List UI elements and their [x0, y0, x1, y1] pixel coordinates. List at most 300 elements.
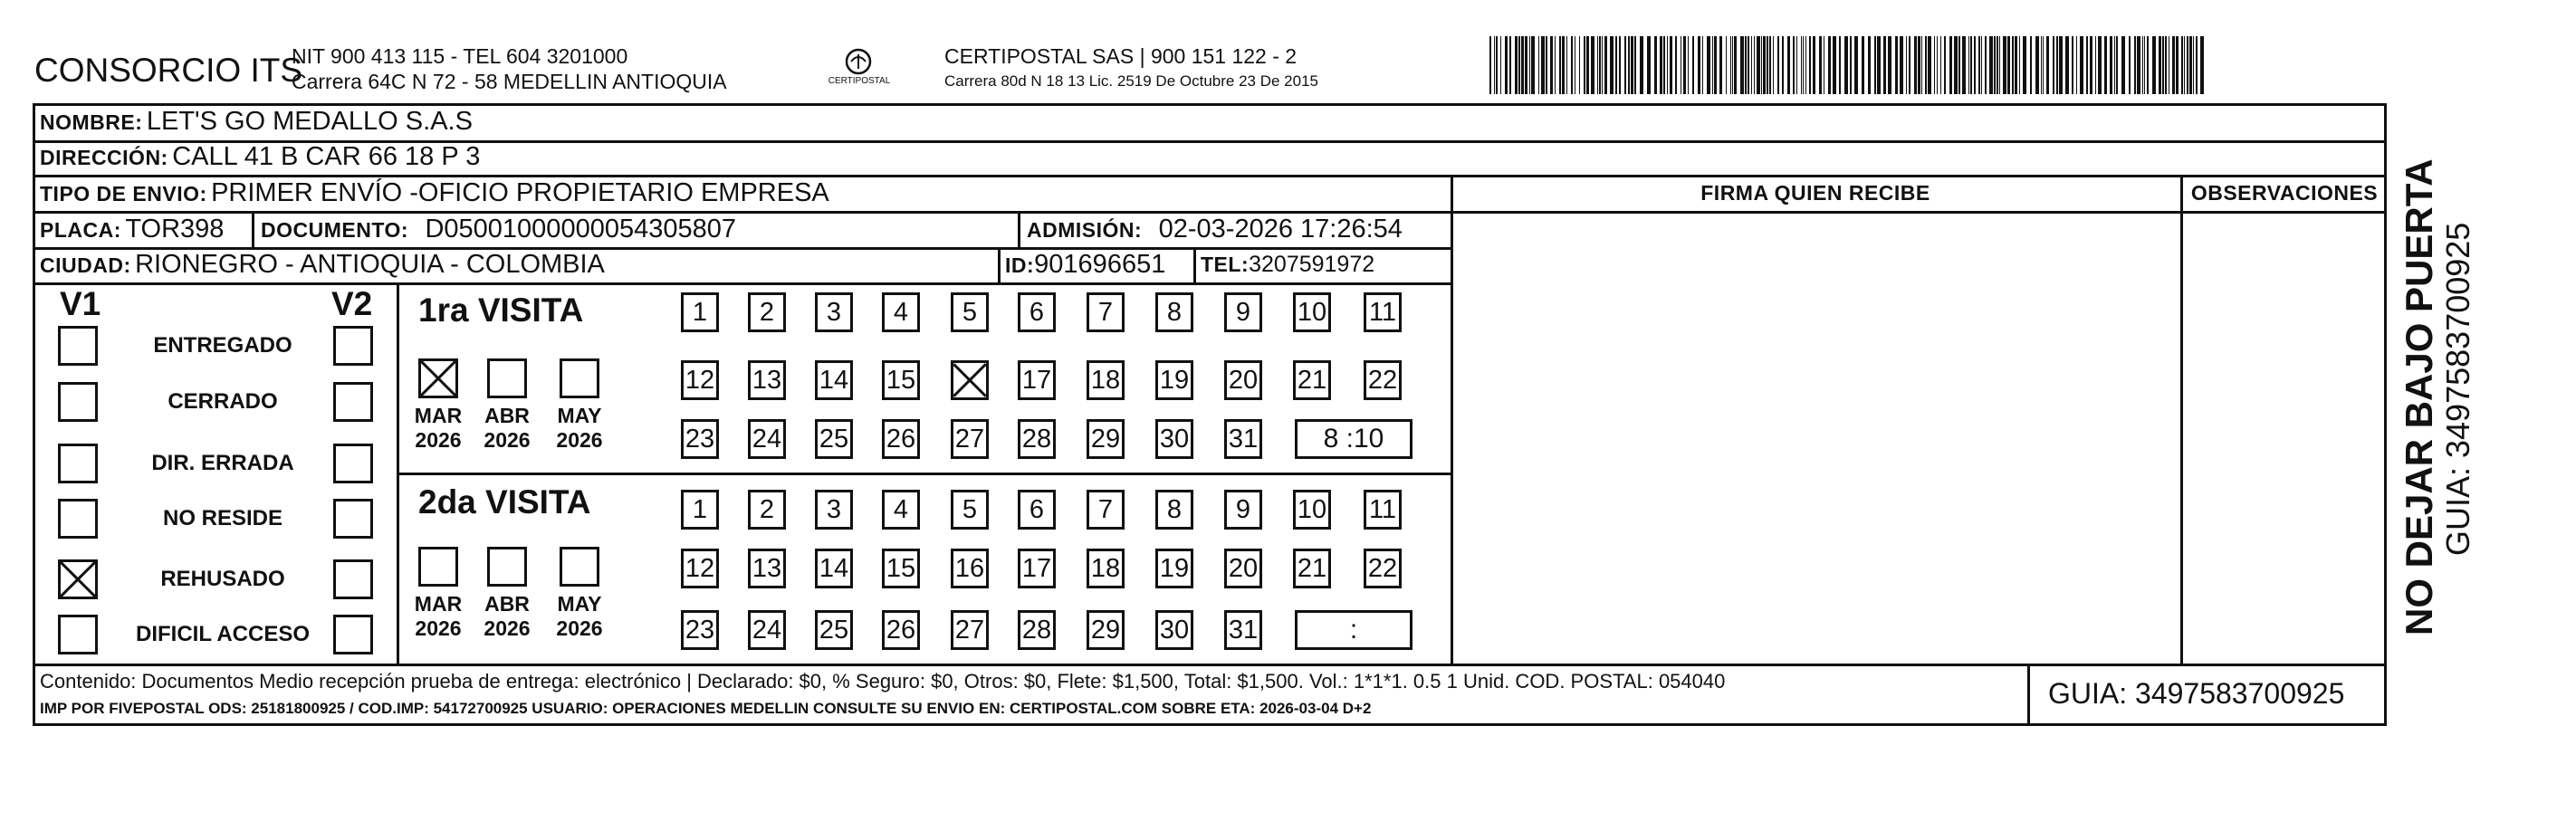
tel-value: 3207591972: [1249, 252, 1375, 277]
barcode-bar: [1787, 36, 1790, 94]
logo-caption: CERTIPOSTAL: [828, 76, 891, 86]
barcode-bar: [1683, 36, 1686, 94]
divider: [397, 473, 1451, 475]
day-box[interactable]: 24: [748, 419, 786, 459]
barcode-bar: [1640, 36, 1643, 94]
barcode-bar: [1584, 36, 1585, 94]
barcode-bar: [1631, 36, 1633, 94]
admision-field: [1027, 215, 1403, 244]
barcode-bar: [2059, 36, 2063, 94]
month-year: 2026: [484, 616, 531, 640]
company-info-line1: NIT 900 413 115 - TEL 604 3201000: [292, 44, 628, 68]
day-box[interactable]: 4: [882, 292, 920, 332]
barcode-bar: [1937, 36, 1938, 94]
barcode-bar: [1628, 36, 1630, 94]
firma-header: FIRMA QUIEN RECIBE: [1700, 181, 1930, 205]
v1-checkbox[interactable]: [58, 444, 98, 483]
v2-checkbox[interactable]: [333, 444, 373, 483]
day-box[interactable]: 8: [1155, 490, 1193, 530]
day-box[interactable]: 12: [681, 549, 719, 588]
barcode-bar: [2003, 36, 2006, 94]
barcode-bar: [1489, 36, 1491, 94]
barcode-bar: [1550, 36, 1553, 94]
barcode-bar: [1793, 36, 1795, 94]
barcode-bar: [1634, 36, 1636, 94]
tel-field: [1201, 252, 1374, 278]
barcode-bar: [2152, 36, 2156, 94]
barcode-bar: [1518, 36, 1520, 94]
footer-imp: IMP POR FIVEPOSTAL ODS: 25181800925 / COD.IMP: 54172700925 USUARIO: OPERACIONES MEDELLIN CONSULTE SU ENVIO EN: CERTIPOSTAL.COM SOBRE ETA: 2026-03-04 D+2: [40, 700, 1372, 717]
divider: [1193, 247, 1196, 282]
barcode-bar: [1862, 36, 1864, 94]
day-box[interactable]: 20: [1224, 549, 1262, 588]
status-label: NO RESIDE: [162, 506, 283, 530]
day-box[interactable]: 27: [951, 610, 989, 650]
barcode-bar: [2165, 36, 2167, 94]
v1-checkbox[interactable]: [58, 326, 98, 366]
month-year: 2026: [484, 428, 531, 452]
ciudad-label: CIUDAD:: [40, 253, 131, 277]
barcode-bar: [2114, 36, 2115, 94]
barcode-bar: [1883, 36, 1886, 94]
status-label: DIR. ERRADA: [151, 451, 294, 475]
month-label: [550, 592, 609, 641]
id-label: ID:: [1005, 253, 1035, 277]
barcode-bar: [1566, 36, 1567, 94]
day-box[interactable]: 15: [882, 549, 920, 588]
day-box[interactable]: 14: [815, 549, 853, 588]
month-year: 2026: [556, 616, 603, 640]
tipo-envio-value: PRIMER ENVÍO -OFICIO PROPIETARIO EMPRESA: [211, 178, 829, 207]
barcode-bar: [1559, 36, 1561, 94]
v2-label: V2: [331, 285, 373, 322]
day-box[interactable]: 14: [815, 360, 853, 400]
direccion-row: [40, 142, 480, 172]
barcode-bar: [2129, 36, 2131, 94]
barcode-bar: [1844, 36, 1848, 94]
day-box[interactable]: 3: [815, 292, 853, 332]
barcode-bar: [1914, 36, 1917, 94]
barcode-bar: [1782, 36, 1784, 94]
barcode-bar: [1714, 36, 1717, 94]
barcode-bar: [1944, 36, 1946, 94]
barcode-bar: [1925, 36, 1927, 94]
day-box[interactable]: 6: [1018, 490, 1056, 530]
barcode-bar: [2142, 36, 2143, 94]
barcode-bar: [1571, 36, 1573, 94]
day-box[interactable]: 21: [1293, 360, 1331, 400]
barcode-bar: [1895, 36, 1898, 94]
divider: [33, 211, 1451, 214]
barcode-bar: [1541, 36, 1545, 94]
day-box[interactable]: 8: [1155, 292, 1193, 332]
certipostal-logo-icon: [831, 43, 886, 94]
courier-info-line1: CERTIPOSTAL SAS | 900 151 122 - 2: [944, 44, 1298, 68]
barcode-bar: [1751, 36, 1752, 94]
day-box[interactable]: 23: [681, 419, 719, 459]
barcode-bar: [2046, 36, 2049, 94]
month-name: ABR: [484, 404, 530, 427]
id-field: [1005, 250, 1165, 280]
month-name: MAR: [414, 404, 463, 427]
barcode-bar: [2023, 36, 2026, 94]
divider: [252, 211, 254, 247]
divider: [2180, 175, 2183, 664]
barcode-bar: [1958, 36, 1960, 94]
placa-value: TOR398: [125, 215, 225, 244]
barcode-bar: [2181, 36, 2183, 94]
barcode-bar: [1970, 36, 1972, 94]
barcode-bar: [1734, 36, 1737, 94]
barcode-bar: [1562, 36, 1565, 94]
barcode-bar: [2095, 36, 2096, 94]
day-box[interactable]: 11: [1364, 490, 1402, 530]
barcode-bar: [2012, 36, 2014, 94]
day-box[interactable]: 21: [1293, 549, 1331, 588]
barcode-bar: [1726, 36, 1727, 94]
barcode-bar: [2041, 36, 2042, 94]
barcode-bar: [1813, 36, 1815, 94]
month-year: 2026: [556, 428, 603, 452]
day-box[interactable]: 1: [681, 292, 719, 332]
barcode-bar: [2015, 36, 2017, 94]
certipostal-logo: [828, 43, 891, 94]
side-warning: NO DEJAR BAJO PUERTA: [2398, 158, 2440, 635]
visit2-time[interactable]: :: [1295, 610, 1412, 650]
status-label: REHUSADO: [160, 567, 285, 591]
barcode-bar: [1529, 36, 1530, 94]
day-box[interactable]: 25: [815, 610, 853, 650]
month-label: [477, 404, 537, 453]
barcode-bar: [1906, 36, 1907, 94]
barcode-bar: [1521, 36, 1524, 94]
day-box[interactable]: 11: [1364, 292, 1402, 332]
day-box[interactable]: 18: [1087, 549, 1125, 588]
barcode-bar: [1509, 36, 1511, 94]
v1-checkbox[interactable]: [58, 559, 98, 599]
month-label: [550, 404, 609, 453]
v1-label: V1: [60, 285, 101, 322]
barcode-bar: [1500, 36, 1501, 94]
barcode-bar: [1921, 36, 1922, 94]
barcode-bar: [2187, 36, 2188, 94]
barcode-bar: [1796, 36, 1797, 94]
side-guia: GUIA: 3497583700925: [2439, 222, 2476, 556]
barcode-bar: [1546, 36, 1547, 94]
barcode-bar: [1763, 36, 1766, 94]
barcode-bar: [1619, 36, 1621, 94]
tipo-envio-row: [40, 178, 829, 208]
barcode-bar: [1754, 36, 1755, 94]
company-name: CONSORCIO ITS: [34, 52, 303, 89]
barcode-bar: [1819, 36, 1822, 94]
placa-field: [40, 215, 224, 244]
day-box[interactable]: 26: [882, 419, 920, 459]
divider: [33, 664, 2387, 666]
tel-label: TEL:: [1201, 253, 1250, 276]
month-label: [477, 592, 537, 641]
barcode-bar: [2035, 36, 2039, 94]
month-name: MAR: [414, 592, 463, 616]
barcode-bar: [1777, 36, 1779, 94]
barcode-bar: [1949, 36, 1952, 94]
v2-checkbox[interactable]: [333, 615, 373, 654]
month-checkbox[interactable]: [418, 547, 458, 587]
barcode-bar: [1667, 36, 1668, 94]
tipo-envio-label: TIPO DE ENVIO:: [40, 182, 207, 205]
courier-info-line2: Carrera 80d N 18 13 Lic. 2519 De Octubre 23 De 2015: [944, 72, 1318, 90]
barcode-bar: [2172, 36, 2175, 94]
barcode-bar: [2134, 36, 2136, 94]
month-label: [408, 592, 468, 641]
barcode-bar: [1579, 36, 1580, 94]
barcode-bar: [2147, 36, 2149, 94]
month-year: 2026: [415, 616, 462, 640]
month-name: MAY: [557, 592, 602, 616]
day-box[interactable]: 4: [882, 490, 920, 530]
day-box[interactable]: [951, 360, 989, 400]
visit2-title: 2da VISITA: [418, 483, 591, 521]
divider: [998, 247, 1001, 282]
month-checkbox[interactable]: [560, 358, 599, 398]
direccion-label: DIRECCIÓN:: [40, 146, 168, 169]
barcode-bar: [1660, 36, 1662, 94]
barcode-bar: [1888, 36, 1891, 94]
barcode-bar: [2007, 36, 2010, 94]
day-box[interactable]: 9: [1224, 490, 1262, 530]
v2-checkbox[interactable]: [333, 499, 373, 539]
barcode-bar: [1757, 36, 1760, 94]
status-label: CERRADO: [168, 389, 278, 414]
day-box[interactable]: 31: [1224, 610, 1262, 650]
barcode-bar: [1654, 36, 1657, 94]
barcode-bar: [2137, 36, 2140, 94]
divider: [33, 282, 1451, 285]
month-label: [408, 404, 468, 453]
barcode-bar: [1978, 36, 1980, 94]
ciudad-value: RIONEGRO - ANTIOQUIA - COLOMBIA: [135, 250, 605, 279]
barcode-bar: [1850, 36, 1852, 94]
day-box[interactable]: 13: [748, 360, 786, 400]
barcode-bar: [1868, 36, 1871, 94]
barcode-graphic: [1489, 36, 2205, 94]
barcode-bar: [2110, 36, 2112, 94]
day-box[interactable]: 3: [815, 490, 853, 530]
nombre-label: NOMBRE:: [40, 110, 143, 134]
day-box[interactable]: 2: [748, 292, 786, 332]
barcode-bar: [1767, 36, 1768, 94]
day-box[interactable]: 9: [1224, 292, 1262, 332]
barcode-bar: [1525, 36, 1527, 94]
barcode-bar: [1934, 36, 1935, 94]
barcode-bar: [1586, 36, 1589, 94]
month-name: ABR: [484, 592, 530, 616]
barcode-bar: [1496, 36, 1498, 94]
barcode-bar: [1719, 36, 1722, 94]
day-box[interactable]: 30: [1155, 610, 1193, 650]
day-box[interactable]: 7: [1087, 490, 1125, 530]
documento-field: [261, 215, 736, 244]
day-box[interactable]: 27: [951, 419, 989, 459]
barcode-bar: [1531, 36, 1535, 94]
day-box[interactable]: 2: [748, 490, 786, 530]
barcode-bar: [1854, 36, 1858, 94]
barcode-bar: [1740, 36, 1744, 94]
day-box[interactable]: 29: [1087, 419, 1125, 459]
barcode-bar: [1773, 36, 1774, 94]
barcode-bar: [1999, 36, 2000, 94]
barcode-bar: [1692, 36, 1694, 94]
documento-label: DOCUMENTO:: [261, 218, 409, 242]
day-box[interactable]: 1: [681, 490, 719, 530]
day-box[interactable]: 31: [1224, 419, 1262, 459]
barcode-bar: [2086, 36, 2088, 94]
barcode-bar: [2193, 36, 2194, 94]
barcode-bar: [1954, 36, 1958, 94]
company-info-line2: Carrera 64C N 72 - 58 MEDELLIN ANTIOQUIA: [292, 70, 727, 93]
barcode-bar: [2159, 36, 2161, 94]
day-box[interactable]: 26: [882, 610, 920, 650]
day-box[interactable]: 12: [681, 360, 719, 400]
day-box[interactable]: 20: [1224, 360, 1262, 400]
day-box[interactable]: 13: [748, 549, 786, 588]
footer-contenido: Contenido: Documentos Medio recepción prueba de entrega: electrónico | Declarado: $0, % Seguro: $0, Otros: $0, Flete: $1,500, Total: $1,500. Vol.: 1*1*1. 0.5 1 Unid. COD. POSTAL: 054040: [40, 670, 1726, 692]
barcode-bar: [1732, 36, 1733, 94]
barcode-bar: [2200, 36, 2204, 94]
day-box[interactable]: 30: [1155, 419, 1193, 459]
barcode-bar: [2080, 36, 2083, 94]
barcode-bar: [1591, 36, 1594, 94]
barcode-bar: [1712, 36, 1713, 94]
barcode-bar: [1985, 36, 1987, 94]
day-box[interactable]: 7: [1087, 292, 1125, 332]
divider: [1451, 175, 1453, 664]
barcode-bar: [1730, 36, 1731, 94]
month-checkbox[interactable]: [487, 547, 527, 587]
barcode-bar: [1604, 36, 1607, 94]
day-box[interactable]: 19: [1155, 360, 1193, 400]
day-box[interactable]: 25: [815, 419, 853, 459]
barcode-bar: [2076, 36, 2077, 94]
v2-checkbox[interactable]: [333, 559, 373, 599]
documento-value: D05001000000054305807: [425, 215, 736, 244]
barcode-bar: [2196, 36, 2198, 94]
day-box[interactable]: 17: [1018, 549, 1056, 588]
barcode-bar: [2043, 36, 2044, 94]
day-box[interactable]: 5: [951, 292, 989, 332]
day-box[interactable]: 5: [951, 490, 989, 530]
divider: [1451, 211, 2387, 214]
id-value: 901696651: [1034, 250, 1166, 279]
month-checkbox[interactable]: [560, 547, 599, 587]
barcode-bar: [1909, 36, 1910, 94]
month-name: MAY: [557, 404, 602, 427]
day-box[interactable]: 15: [882, 360, 920, 400]
barcode-bar: [2072, 36, 2073, 94]
barcode-bar: [2030, 36, 2032, 94]
day-box[interactable]: 18: [1087, 360, 1125, 400]
admision-value: 02-03-2026 17:26:54: [1158, 215, 1403, 244]
barcode-bar: [1928, 36, 1931, 94]
direccion-value: CALL 41 B CAR 66 18 P 3: [172, 142, 481, 171]
day-box[interactable]: 28: [1018, 610, 1056, 650]
day-box[interactable]: 24: [748, 610, 786, 650]
barcode-bar: [1940, 36, 1941, 94]
month-checkbox[interactable]: [487, 358, 527, 398]
status-label: DIFICIL ACCESO: [135, 622, 310, 646]
visit1-time[interactable]: 8 :10: [1295, 419, 1412, 459]
barcode-bar: [2189, 36, 2192, 94]
day-box[interactable]: 19: [1155, 549, 1193, 588]
barcode-bar: [1962, 36, 1966, 94]
divider: [397, 282, 399, 664]
barcode: [1489, 36, 2205, 94]
barcode-bar: [1997, 36, 1998, 94]
footer-guia: GUIA: 3497583700925: [2048, 677, 2345, 710]
day-box[interactable]: 17: [1018, 360, 1056, 400]
ciudad-field: [40, 250, 605, 280]
barcode-bar: [1805, 36, 1806, 94]
day-box[interactable]: 29: [1087, 610, 1125, 650]
barcode-bar: [1538, 36, 1539, 94]
barcode-bar: [2121, 36, 2125, 94]
v1-checkbox[interactable]: [58, 499, 98, 539]
v2-checkbox[interactable]: [333, 326, 373, 366]
v1-checkbox[interactable]: [58, 382, 98, 422]
barcode-bar: [1801, 36, 1802, 94]
barcode-bar: [1515, 36, 1518, 94]
barcode-bar: [1663, 36, 1665, 94]
day-box[interactable]: 28: [1018, 419, 1056, 459]
day-box[interactable]: 10: [1293, 490, 1331, 530]
day-box[interactable]: 16: [951, 549, 989, 588]
divider: [1018, 211, 1020, 247]
observaciones-header: OBSERVACIONES: [2190, 181, 2379, 205]
day-box[interactable]: 22: [1364, 549, 1402, 588]
barcode-bar: [1675, 36, 1677, 94]
month-checkbox[interactable]: [418, 358, 458, 398]
day-box[interactable]: 23: [681, 610, 719, 650]
day-box[interactable]: 10: [1293, 292, 1331, 332]
barcode-bar: [2019, 36, 2020, 94]
day-box[interactable]: 6: [1018, 292, 1056, 332]
barcode-bar: [1839, 36, 1841, 94]
placa-label: PLACA:: [40, 218, 121, 242]
barcode-bar: [1769, 36, 1771, 94]
barcode-bar: [1647, 36, 1651, 94]
visit1-title: 1ra VISITA: [418, 291, 584, 329]
barcode-bar: [1615, 36, 1617, 94]
v1-checkbox[interactable]: [58, 615, 98, 654]
barcode-bar: [2053, 36, 2054, 94]
barcode-bar: [1981, 36, 1982, 94]
barcode-bar: [1918, 36, 1920, 94]
barcode-bar: [1803, 36, 1804, 94]
barcode-bar: [1505, 36, 1508, 94]
barcode-bar: [1828, 36, 1831, 94]
barcode-bar: [2098, 36, 2102, 94]
barcode-bar: [1761, 36, 1762, 94]
barcode-bar: [1670, 36, 1672, 94]
day-box[interactable]: 22: [1364, 360, 1402, 400]
barcode-bar: [1602, 36, 1603, 94]
barcode-bar: [2184, 36, 2185, 94]
status-label: ENTREGADO: [153, 333, 292, 358]
barcode-bar: [1555, 36, 1556, 94]
barcode-bar: [1494, 36, 1495, 94]
barcode-bar: [1900, 36, 1903, 94]
v2-checkbox[interactable]: [333, 382, 373, 422]
